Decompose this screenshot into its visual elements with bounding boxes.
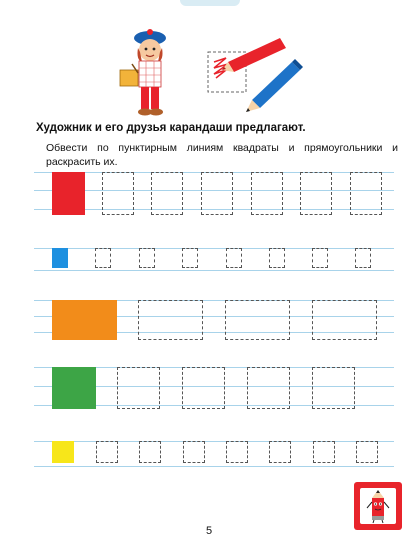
header-decoration xyxy=(180,0,240,6)
guide-line xyxy=(34,248,394,249)
task-instruction: Обвести по пунктирным линиям квадраты и прямоугольники и раскрасить их. xyxy=(46,142,398,168)
trace-rectangle[interactable] xyxy=(201,172,233,215)
sample-orange-rectangle xyxy=(52,300,117,340)
trace-rectangle[interactable] xyxy=(312,300,377,340)
artist-boy-illustration xyxy=(110,28,310,120)
trace-rectangle[interactable] xyxy=(300,172,332,215)
sample-green-square xyxy=(52,367,96,409)
trace-rectangle[interactable] xyxy=(251,172,283,215)
trace-square[interactable] xyxy=(139,441,161,463)
trace-rectangle[interactable] xyxy=(225,300,290,340)
trace-rectangle[interactable] xyxy=(350,172,382,215)
guide-line xyxy=(34,441,394,442)
trace-square[interactable] xyxy=(313,441,335,463)
guide-line xyxy=(34,466,394,467)
trace-square[interactable] xyxy=(356,441,378,463)
trace-rectangle[interactable] xyxy=(138,300,203,340)
trace-square[interactable] xyxy=(182,367,225,409)
sample-red-rectangle xyxy=(52,172,85,215)
trace-square[interactable] xyxy=(139,248,155,268)
trace-square[interactable] xyxy=(182,248,198,268)
trace-square[interactable] xyxy=(226,441,248,463)
trace-square[interactable] xyxy=(269,248,285,268)
trace-square[interactable] xyxy=(312,367,355,409)
sample-yellow-square xyxy=(52,441,74,463)
pencil-mascot-icon xyxy=(354,482,402,530)
trace-square[interactable] xyxy=(95,248,111,268)
trace-square[interactable] xyxy=(117,367,160,409)
trace-square[interactable] xyxy=(269,441,291,463)
trace-square[interactable] xyxy=(183,441,205,463)
red-pencil-icon xyxy=(222,38,286,72)
trace-square[interactable] xyxy=(226,248,242,268)
trace-rectangle[interactable] xyxy=(102,172,134,215)
task-heading: Художник и его друзья карандаши предлагают. xyxy=(36,122,306,134)
trace-square[interactable] xyxy=(96,441,118,463)
guide-line xyxy=(34,270,394,271)
trace-square[interactable] xyxy=(355,248,371,268)
trace-square[interactable] xyxy=(247,367,290,409)
trace-rectangle[interactable] xyxy=(151,172,183,215)
page-number: 5 xyxy=(205,525,213,537)
blue-pencil-icon xyxy=(246,59,303,112)
trace-square[interactable] xyxy=(312,248,328,268)
sample-blue-square xyxy=(52,248,68,268)
